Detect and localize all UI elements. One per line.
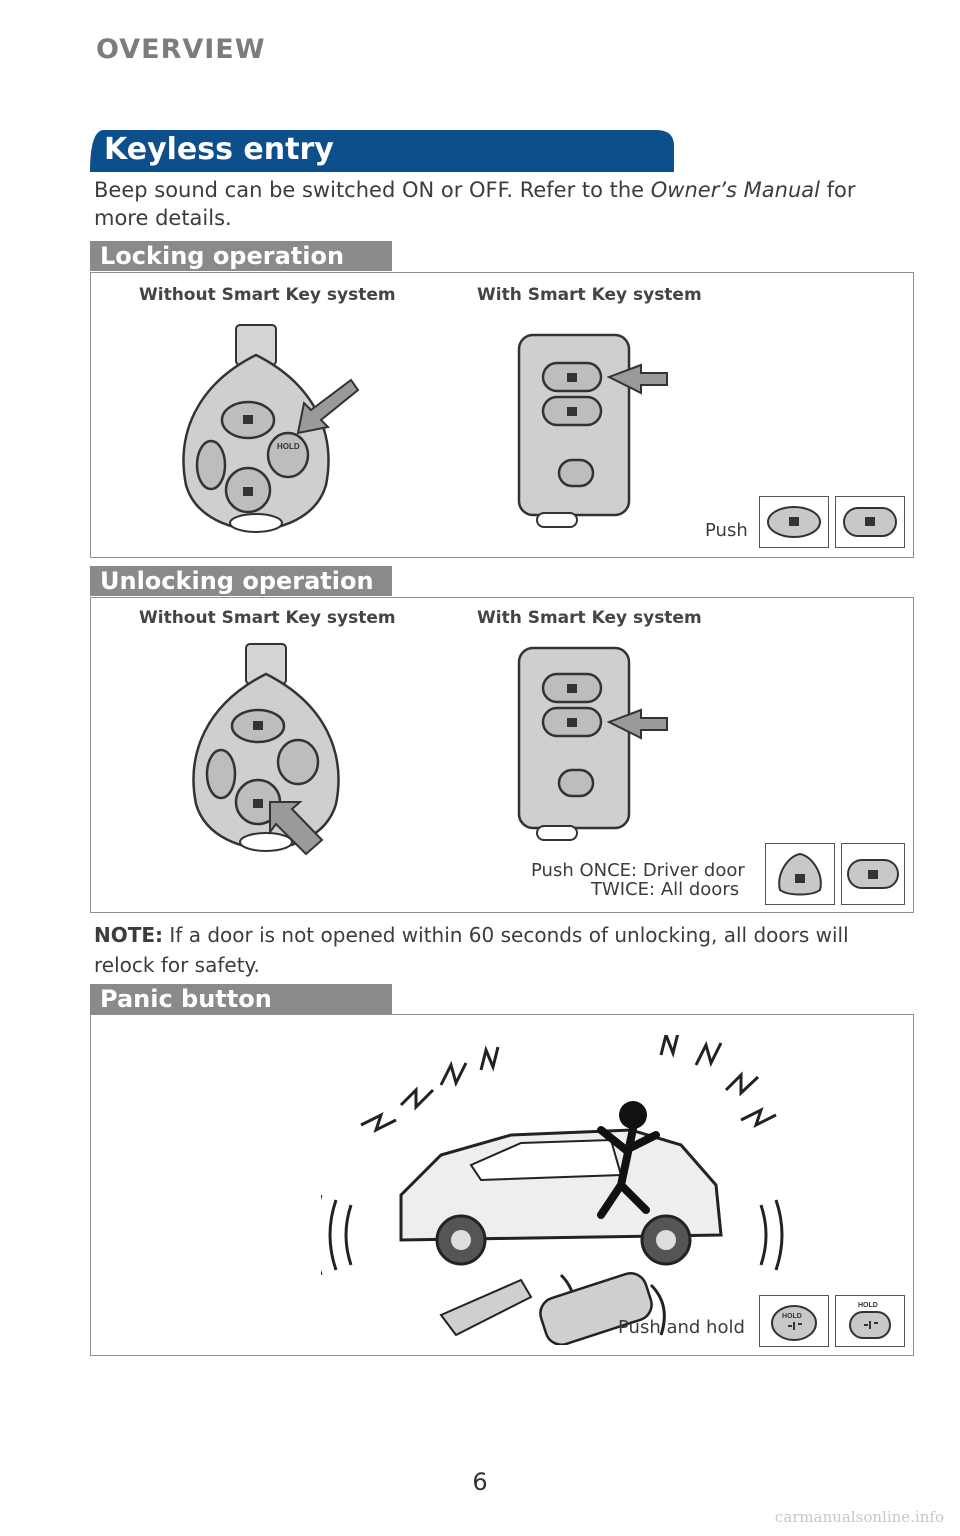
- note-text: If a door is not opened within 60 seconds of unlocking, all doors will relock for safety.: [94, 923, 849, 977]
- intro-text-before: Beep sound can be switched ON or OFF. Refer to the: [94, 178, 651, 202]
- panic-panel: [90, 1014, 914, 1356]
- page-number: 6: [472, 1468, 488, 1496]
- unlocking-without-heading: Without Smart Key system: [139, 608, 396, 628]
- lock-button-smart-icon: [835, 496, 905, 548]
- unlocking-panel: [90, 597, 914, 913]
- unlocking-caption-line2: TWICE: All doors: [591, 879, 740, 900]
- keyless-entry-banner: [90, 130, 674, 172]
- svg-text:HOLD: HOLD: [782, 1313, 802, 1320]
- unlock-button-std-icon: [765, 843, 835, 905]
- locking-without-heading: Without Smart Key system: [139, 285, 396, 305]
- standard-key-lock-icon: [176, 315, 416, 545]
- intro-text-after: for more details.: [94, 178, 856, 230]
- smart-key-lock-icon: [511, 325, 731, 535]
- locking-panel: [90, 272, 914, 558]
- watermark: carmanualsonline.info: [774, 1508, 944, 1526]
- smart-key-unlock-icon: [511, 638, 731, 848]
- intro-manual: Owner’s Manual: [650, 178, 820, 202]
- unlock-button-smart-icon: [841, 843, 905, 905]
- lock-button-std-icon: [759, 496, 829, 548]
- locking-caption: Push: [705, 520, 748, 541]
- unlocking-tab: Unlocking operation: [90, 566, 392, 596]
- banner-title: Keyless entry: [104, 132, 334, 167]
- panic-caption: Push and hold: [618, 1317, 745, 1338]
- note-paragraph: [94, 920, 894, 980]
- panic-button-smart-icon: [835, 1295, 905, 1347]
- locking-with-heading: With Smart Key system: [477, 285, 702, 305]
- section-title: OVERVIEW: [96, 34, 266, 65]
- unlocking-caption-line1: Push ONCE: Driver door: [531, 860, 745, 881]
- panic-button-std-icon: [759, 1295, 829, 1347]
- note-label: NOTE:: [94, 923, 164, 947]
- panic-alarm-car-icon: [321, 1035, 791, 1345]
- svg-text:HOLD: HOLD: [858, 1302, 878, 1309]
- key-hold-label: HOLD: [277, 442, 300, 451]
- locking-tab: Locking operation: [90, 241, 392, 271]
- unlocking-with-heading: With Smart Key system: [477, 608, 702, 628]
- intro-paragraph: [94, 176, 894, 232]
- panic-tab: Panic button: [90, 984, 392, 1014]
- standard-key-unlock-icon: [186, 634, 426, 864]
